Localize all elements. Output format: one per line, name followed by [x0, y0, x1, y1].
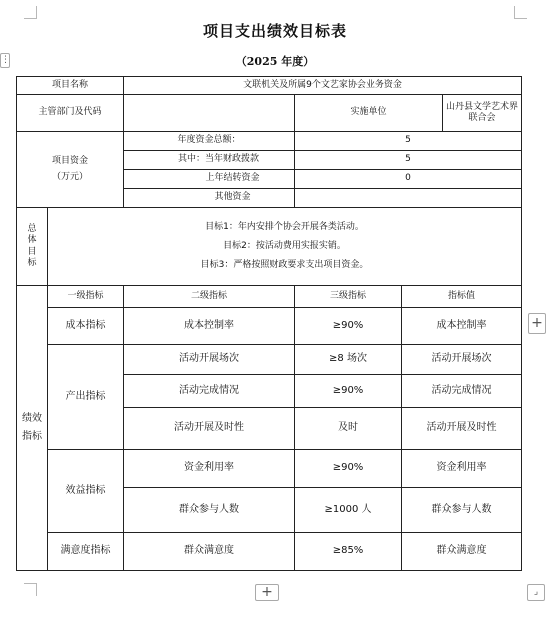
output-l3-cell[interactable]: ≥8 场次 — [295, 345, 402, 375]
output-value-cell[interactable]: 活动开展场次 — [402, 345, 522, 375]
table-row — [17, 308, 522, 345]
benefit-l3-cell[interactable]: ≥1000 人 — [295, 488, 402, 533]
document-title: 项目支出绩效目标表 — [202, 22, 347, 40]
benefit-l2-cell[interactable]: 资金利用率 — [124, 450, 295, 488]
funds-unit-text: （万元） — [52, 171, 89, 182]
page-corner-mark — [514, 6, 527, 19]
output-indicator-label: 产出指标 — [48, 345, 124, 450]
header-level3: 三级指标 — [295, 286, 402, 308]
output-l3-cell[interactable]: 及时 — [295, 408, 402, 450]
table-row — [17, 208, 522, 286]
funds-other-label: 其他资金 — [124, 189, 295, 208]
cost-indicator-label: 成本指标 — [48, 308, 124, 345]
table-resize-icon[interactable]: ⌟ — [527, 584, 545, 601]
table-row — [17, 132, 522, 151]
funds-carryover-value[interactable]: 0 — [295, 170, 522, 189]
table-row — [17, 345, 522, 375]
benefit-value-cell[interactable]: 群众参与人数 — [402, 488, 522, 533]
funds-label-text: 项目资金 — [52, 156, 89, 167]
cost-l3-cell[interactable]: ≥90% — [295, 308, 402, 345]
funds-total-label: 年度资金总额： — [124, 132, 295, 151]
funds-current-value[interactable]: 5 — [295, 151, 522, 170]
benefit-l3-cell[interactable]: ≥90% — [295, 450, 402, 488]
impl-unit-label: 实施单位 — [295, 95, 443, 132]
goal-label-char: 体 — [27, 235, 37, 246]
output-l3-cell[interactable]: ≥90% — [295, 375, 402, 408]
satisfaction-value-cell[interactable]: 群众满意度 — [402, 533, 522, 571]
output-value-cell[interactable]: 活动完成情况 — [402, 375, 522, 408]
dept-value[interactable] — [124, 95, 295, 132]
goal-item: 目标2：按活动费用实报实销。 — [223, 241, 346, 251]
header-value: 指标值 — [402, 286, 522, 308]
header-level1: 一级指标 — [48, 286, 124, 308]
table-row — [17, 286, 522, 308]
page-corner-mark — [24, 583, 37, 596]
project-name-value[interactable]: 文联机关及所属9个文艺家协会业务资金 — [124, 77, 522, 95]
project-name-label: 项目名称 — [17, 77, 124, 95]
perf-label-line: 绩效 — [22, 412, 42, 424]
goal-item: 目标1：年内安排个协会开展各类活动。 — [205, 222, 364, 232]
goal-label-char: 总 — [27, 224, 37, 234]
goal-item: 目标3：严格按照财政要求支出项目资金。 — [200, 260, 369, 270]
impl-unit-value[interactable]: 山丹县文学艺术界联合会 — [443, 95, 522, 132]
funds-total-value[interactable]: 5 — [295, 132, 522, 151]
page-corner-mark — [24, 6, 37, 19]
add-column-plus-icon[interactable]: + — [528, 313, 546, 334]
overall-goal-content[interactable] — [48, 208, 522, 286]
satisfaction-l3-cell[interactable]: ≥85% — [295, 533, 402, 571]
satisfaction-l2-cell[interactable]: 群众满意度 — [124, 533, 295, 571]
output-value-cell[interactable]: 活动开展及时性 — [402, 408, 522, 450]
funds-current-label: 其中：当年财政拨款 — [124, 151, 295, 170]
performance-target-table[interactable] — [16, 76, 522, 571]
benefit-l2-cell[interactable]: 群众参与人数 — [124, 488, 295, 533]
funds-carryover-label: 上年结转资金 — [124, 170, 295, 189]
add-row-plus-icon[interactable]: + — [255, 584, 279, 601]
benefit-indicator-label: 效益指标 — [48, 450, 124, 533]
perf-label-line: 指标 — [22, 431, 42, 442]
overall-goal-label — [17, 208, 48, 286]
cost-l2-cell[interactable]: 成本控制率 — [124, 308, 295, 345]
satisfaction-indicator-label: 满意度指标 — [48, 533, 124, 571]
performance-indicator-label — [17, 286, 48, 571]
funds-label — [17, 132, 124, 208]
output-l2-cell[interactable]: 活动开展场次 — [124, 345, 295, 375]
table-row — [17, 77, 522, 95]
cost-value-cell[interactable]: 成本控制率 — [402, 308, 522, 345]
goal-label-char: 标 — [27, 257, 37, 268]
header-level2: 二级指标 — [124, 286, 295, 308]
funds-other-value[interactable] — [295, 189, 522, 208]
table-row — [17, 95, 522, 132]
dept-label: 主管部门及代码 — [17, 95, 124, 132]
output-l2-cell[interactable]: 活动开展及时性 — [124, 408, 295, 450]
table-row — [17, 533, 522, 571]
table-move-handle-icon[interactable]: ⋮ — [0, 53, 10, 68]
goal-label-char: 目 — [27, 246, 37, 257]
table-row — [17, 450, 522, 488]
benefit-value-cell[interactable]: 资金利用率 — [402, 450, 522, 488]
output-l2-cell[interactable]: 活动完成情况 — [124, 375, 295, 408]
document-year: （2025 年度） — [235, 55, 315, 68]
